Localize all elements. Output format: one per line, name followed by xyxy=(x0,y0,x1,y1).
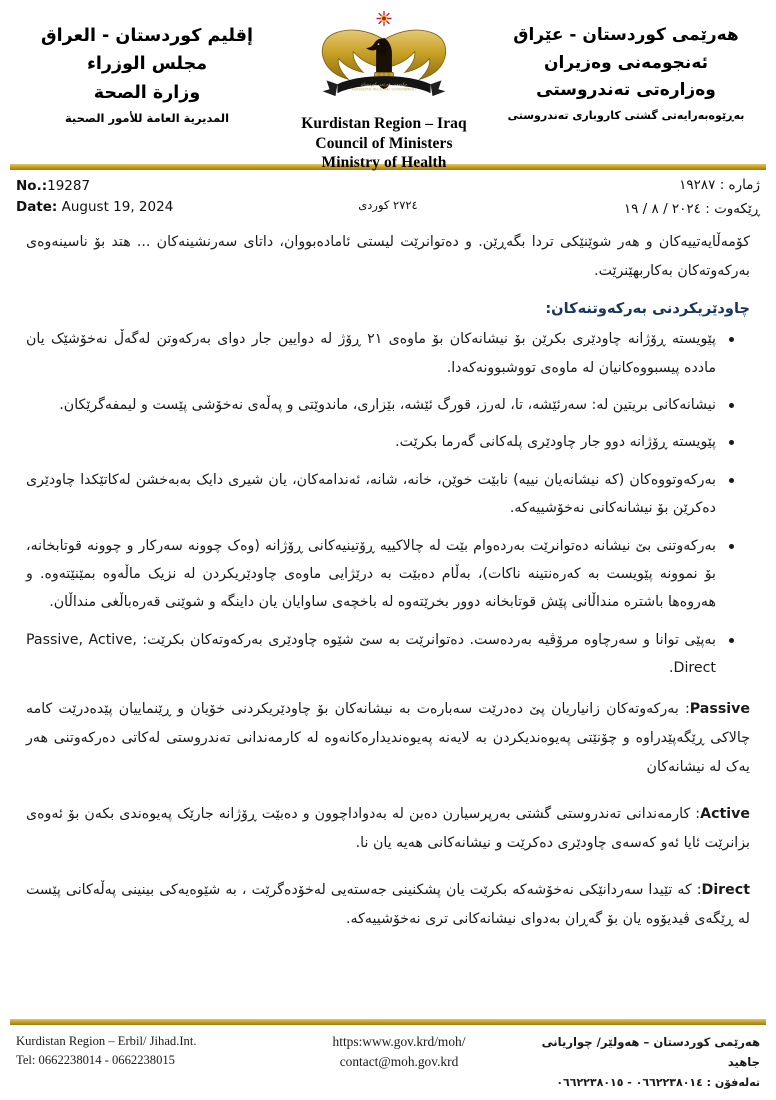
ribbon-english-text: KURDISTAN REGIONAL GOVERNMENT xyxy=(351,87,417,92)
eagle-right-wing xyxy=(384,30,446,79)
kurdish-number-value: ١٩٢٨٧ xyxy=(679,177,716,193)
definitions-block xyxy=(26,695,750,935)
english-ministry-line: Ministry of Health xyxy=(321,154,447,172)
kurdish-directorate-line: بەڕێوەبەرایەتی گشتی کاروباری تەندروستی xyxy=(507,108,745,122)
eagle-left-wing xyxy=(322,30,384,79)
number-label: No.: xyxy=(16,178,48,194)
list-item: بەپێی توانا و سەرچاوه مرۆڤیه بەردەست. دەتوانرێت به سێ شێوه چاودێری بەرکەوتەکان بکرێت: Passive, Active, Direct. xyxy=(26,626,736,683)
eagle-eye xyxy=(378,43,380,45)
document-number-row xyxy=(16,176,173,197)
definition-text-direct: : که تێیدا سەردانێکی نەخۆشەکه بکرێت یان پشکنینی جەستەیی لەخۆدەگرێت ، به شێوەیەکی بینینی پەڵەکانی پێست له ڕێگەی ڤیدیۆوه یان بۆ گەڕان بەدوای نیشانەکانی تری نەخۆشییەکه. xyxy=(26,882,750,928)
list-item: بەرکەوتووەکان (که نیشانەیان نییه) نابێت خوێن، خانه، شانه، ئەندامەکان، یان شیری دایک بەبەخشن لەکاتێکدا چاودێری دەکرێن بۆ نیشانەکانی نەخۆشییەکه. xyxy=(26,466,736,523)
footer-address-kurdish: هەرێمی کوردستان – هەولێر/ چواریانی جاهید xyxy=(541,1035,760,1070)
kurdish-date-value: ٢٠٢٤ / ٨ / ١٩ xyxy=(623,200,701,217)
kurdish-date-row xyxy=(624,198,760,222)
number-value: 19287 xyxy=(47,178,91,194)
letterhead-arabic-block xyxy=(16,8,278,127)
document-footer-zone xyxy=(0,1019,776,1100)
intro-paragraph: کۆمەڵایەتییەکان و هەر شوێنێکی تردا بگەڕێن. و دەتوانرێت لیستی ئامادەبووان، داتای سەرنشینەکان ... هتد بۆ ناسینەوەی بەرکەوتەکان بەکاربهێنرێت. xyxy=(26,234,750,280)
letterhead xyxy=(0,0,776,172)
letterhead-center-block xyxy=(279,8,489,173)
footer-kurdish-block xyxy=(520,1032,760,1092)
kurdish-number-label: ژماره : xyxy=(719,177,760,193)
kurdish-ministry-line: وەزارەتی تەندروستی xyxy=(536,80,716,101)
date-label: Date: xyxy=(16,198,58,215)
footer-phone-english: Tel: 0662238014 - 0662238015 xyxy=(16,1053,175,1068)
footer-website-link[interactable]: https:www.gov.krd/moh/ xyxy=(332,1034,466,1050)
kurdish-number-row xyxy=(624,174,760,198)
definition-passive xyxy=(26,695,750,782)
definition-term-passive: Passive xyxy=(689,700,750,717)
list-item: بەرکەوتنی بێ نیشانه دەتوانرێت بەردەوام بێت له چالاکییه ڕۆتینیەکانی ڕۆژانه (وەک چوونه سەرکار و چوونه قوتابخانه، بۆ نموونه پێویست به کەرەنتینه ناکات)، بەڵام دەبێت به درێژایی ماوەی چاودێریکردن له نزیک ماڵەوه بمێنێتەوه. و هەروەها باشتره منداڵانی پێش قوتابخانه دوور بخرێتەوه له باخچەی ساوایان یان داینگه و شوێنی قەرەباڵغی منداڵان. xyxy=(26,532,736,617)
document-body xyxy=(0,224,776,934)
list-item: پێویسته ڕۆژانه دوو جار چاودێری پلەکانی گەرما بکرێت. xyxy=(26,428,736,456)
kurdish-council-line: ئەنجومەنی وەزیران xyxy=(544,52,709,73)
kurdish-year-note: ٢٧٢٤ کوردی xyxy=(358,198,418,212)
meta-kurdish-block xyxy=(624,174,760,221)
footer-web-block xyxy=(284,1032,514,1071)
arabic-directorate-line: المديرية العامة للأمور الصحية xyxy=(64,111,230,126)
definition-term-active: Active xyxy=(700,806,750,823)
kurdistan-eagle-emblem xyxy=(309,10,459,114)
definition-term-direct: Direct xyxy=(701,882,750,899)
footer-english-block xyxy=(16,1032,278,1070)
ribbon-arabic-text: حکومەتی هەرێمی کوردستان xyxy=(360,81,408,87)
sun-star-icon xyxy=(377,11,391,25)
footer-phone-kurdish: تەلەفۆن : ٠٦٦٢٢٣٨٠١٤ - ٠٦٦٢٢٣٨٠١٥ xyxy=(556,1075,760,1089)
list-item: نیشانەکانی بریتین له: سەرئێشه، تا، لەرز، قورگ ئێشه، بێزاری، ماندوێتی و پەڵەی نەخۆشی پێست و لیمفەگرێکان. xyxy=(26,391,736,419)
definition-text-active: : کارمەندانی تەندروستی گشتی بەرپرسیارن دەبن له بەدواداچوون و دەبێت ڕۆژانه جارێک پەیوەندی بکەن بۆ ئەوەی بزانرێت ئایا ئەو کەسەی چاودێری دەکرێت و نیشانەکانی هەیه یان نا. xyxy=(26,806,750,852)
letterhead-kurdish-block xyxy=(490,8,762,124)
english-region-line: Kurdistan Region – Iraq xyxy=(301,115,467,132)
date-value: August 19, 2024 xyxy=(61,198,174,215)
ribbon-left-tail xyxy=(323,80,338,96)
kurdish-region-line: هەرێمی کوردستان - عێراق xyxy=(513,25,739,45)
section-heading-monitoring: چاودێریکردنی بەرکەوتنەکان: xyxy=(545,300,750,318)
monitoring-bullet-list xyxy=(26,325,750,682)
arabic-region-line: إقليم كوردستان - العراق xyxy=(40,26,254,46)
document-footer xyxy=(0,1025,776,1092)
definition-active xyxy=(26,800,750,858)
document-meta xyxy=(0,170,776,224)
list-item: پێویسته ڕۆژانه چاودێری بکرێن بۆ نیشانەکان بۆ ماوەی ٢١ ڕۆژ له دوایین جار دوای بەرکەوتن لەگەڵ نەخۆشێک یان ماددە پیسبووەکانیان له ماوەی تووشبوونەکەدا. xyxy=(26,325,736,382)
english-council-line: Council of Ministers xyxy=(315,134,453,152)
definition-direct xyxy=(26,876,750,934)
arabic-ministry-line: وزارة الصحة xyxy=(93,82,201,103)
footer-address-english: Kurdistan Region – Erbil/ Jihad.Int. xyxy=(16,1034,197,1049)
definition-text-passive: : بەرکەوتەکان زانیاریان پێ دەدرێت سەبارەت به نیشانەکان بۆ چاودێریکردنی خۆیان و ڕێنماییان پێدەدرێت کامه چالاکی ڕێگەپێدراوه و چۆنێتی پەیوەندیکردن به لایەنه پەیوەندیدارەکانەوه له کارمەندانی تەندروستی لەکاتی دەرکەوتنی هەر یەک له نیشانەکان xyxy=(26,700,750,775)
footer-email-link[interactable]: contact@moh.gov.krd xyxy=(339,1053,459,1069)
kurdish-date-label: ڕێکەوت : xyxy=(705,200,760,217)
arabic-council-line: مجلس الوزراء xyxy=(86,54,208,75)
ribbon-right-tail xyxy=(431,80,446,96)
